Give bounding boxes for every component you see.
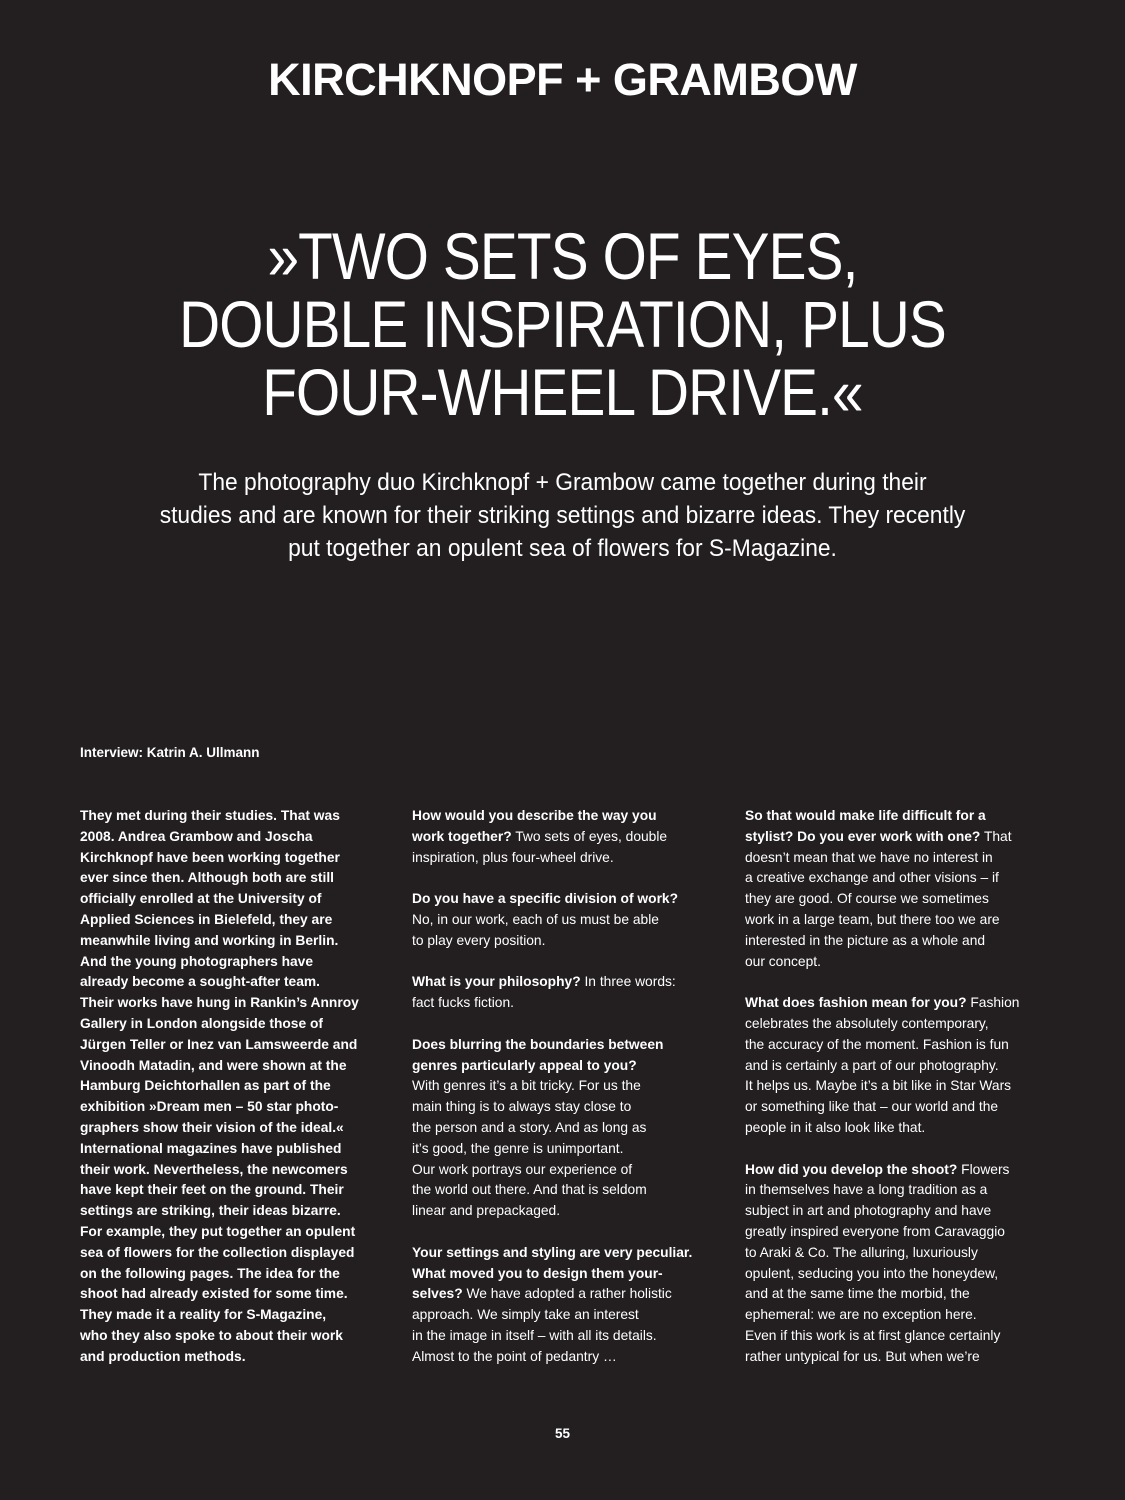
answer-line: rather untypical for us. But when we’re: [745, 1348, 980, 1364]
interview-byline: Interview: Katrin A. Ullmann: [80, 745, 260, 760]
qa-paragraph: [412, 972, 724, 1014]
lead-line: meanwhile living and working in Berlin.: [80, 932, 339, 948]
question-text: How would you describe the way you: [412, 808, 657, 823]
answer-line: ephemeral: we are no exception here.: [745, 1307, 977, 1323]
lead-line: International magazines have published: [80, 1140, 342, 1156]
article-column-3: [745, 806, 1057, 1388]
lead-line: who they also spoke to about their work: [80, 1327, 343, 1343]
answer-line: the world out there. And that is seldom: [412, 1182, 647, 1198]
lead-line: For example, they put together an opulent: [80, 1223, 356, 1239]
answer-line: to play every position.: [412, 932, 546, 948]
intro-paragraph: [123, 466, 1002, 565]
answer-line: it’s good, the genre is unimportant.: [412, 1140, 624, 1156]
lead-paragraph: [80, 806, 392, 1368]
answer-line: fact fucks fiction.: [412, 995, 514, 1011]
qa-line: [745, 806, 1057, 827]
answer-text: Fashion: [966, 995, 1020, 1011]
answer-line: inspiration, plus four-wheel drive.: [412, 849, 614, 865]
question-text: Does blurring the boundaries between: [412, 1036, 664, 1052]
answer-line: Our work portrays our experience of: [412, 1161, 633, 1177]
qa-line: [412, 972, 724, 993]
headline-quote: [79, 219, 1047, 429]
qa-paragraph: [745, 806, 1057, 972]
answer-line: people in it also look like that.: [745, 1119, 926, 1135]
answer-line: opulent, seducing you into the honeydew,: [745, 1265, 999, 1281]
lead-line: Their works have hung in Rankin’s Annroy: [80, 995, 359, 1011]
lead-line: Hamburg Deichtorhallen as part of the: [80, 1078, 331, 1094]
lead-line: Kirchknopf have been working together: [80, 849, 340, 865]
answer-text: In three words:: [580, 974, 676, 990]
lead-line: officially enrolled at the University of: [80, 891, 322, 907]
magazine-section-title: KIRCHKNOPF + GRAMBOW: [268, 54, 857, 105]
qa-line: [412, 1264, 724, 1285]
answer-line: or something like that – our world and the: [745, 1099, 999, 1115]
question-text: How did you develop the shoot?: [745, 1161, 958, 1177]
qa-line: [745, 1160, 1057, 1181]
qa-paragraph: [745, 1160, 1057, 1368]
answer-line: interested in the picture as a whole and: [745, 932, 986, 948]
answer-line: in themselves have a long tradition as a: [745, 1182, 988, 1198]
answer-line: linear and prepackaged.: [412, 1203, 561, 1219]
answer-line: the accuracy of the moment. Fashion is fun: [745, 1036, 1009, 1052]
question-text: What is your philosophy?: [412, 974, 581, 990]
lead-line: on the following pages. The idea for the: [80, 1265, 340, 1281]
qa-line: [412, 1056, 724, 1077]
lead-line: They met during their studies. That was: [80, 808, 340, 823]
question-text: stylist? Do you ever work with one?: [745, 828, 981, 844]
qa-line: [745, 993, 1057, 1014]
answer-line: Even if this work is at first glance certainly: [745, 1327, 1001, 1343]
lead-line: Jürgen Teller or Inez van Lamsweerde and: [80, 1036, 358, 1052]
qa-line: [412, 827, 724, 848]
headline-line: DOUBLE INSPIRATION, PLUS: [179, 287, 946, 361]
intro-line: put together an opulent sea of flowers for S-Magazine.: [288, 535, 837, 562]
qa-line: [412, 889, 724, 910]
page-number: 55: [554, 1426, 571, 1441]
lead-line: They made it a reality for S-Magazine,: [80, 1307, 327, 1323]
headline-line: »TWO SETS OF EYES,: [267, 219, 858, 293]
answer-line: they are good. Of course we sometimes: [745, 891, 989, 907]
answer-line: a creative exchange and other visions – if: [745, 870, 999, 886]
article-column-1: [80, 806, 392, 1388]
answer-line: Almost to the point of pedantry …: [412, 1348, 617, 1364]
lead-line: settings are striking, their ideas bizarre.: [80, 1203, 341, 1219]
answer-line: and at the same time the morbid, the: [745, 1286, 970, 1302]
answer-line: the person and a story. And as long as: [412, 1119, 647, 1135]
question-text: So that would make life difficult for a: [745, 808, 986, 823]
qa-line: [412, 1035, 724, 1056]
lead-line: And the young photographers have: [80, 953, 314, 969]
lead-line: Gallery in London alongside those of: [80, 1015, 323, 1031]
question-text: genres particularly appeal to you?: [412, 1057, 637, 1073]
lead-line: graphers show their vision of the ideal.«: [80, 1119, 344, 1135]
qa-paragraph: [412, 806, 724, 868]
question-text: Your settings and styling are very peculiar.: [412, 1244, 693, 1260]
answer-line: celebrates the absolutely contemporary,: [745, 1015, 989, 1031]
lead-line: exhibition »Dream men – 50 star photo-: [80, 1099, 339, 1115]
lead-line: Vinoodh Matadin, and were shown at the: [80, 1057, 347, 1073]
question-text: work together?: [412, 828, 512, 844]
lead-line: already become a sought-after team.: [80, 974, 320, 990]
answer-line: to Araki & Co. The alluring, luxuriously: [745, 1244, 978, 1260]
answer-text: Flowers: [957, 1161, 1010, 1177]
lead-line: sea of flowers for the collection displayed: [80, 1244, 355, 1260]
intro-line: studies and are known for their striking settings and bizarre ideas. They recently: [159, 502, 966, 529]
question-text: What does fashion mean for you?: [745, 995, 967, 1011]
lead-line: Applied Sciences in Bielefeld, they are: [80, 911, 333, 927]
answer-line: With genres it’s a bit tricky. For us the: [412, 1078, 641, 1094]
qa-paragraph: [412, 889, 724, 951]
qa-line: [745, 827, 1057, 848]
lead-line: and production methods.: [80, 1348, 246, 1364]
qa-paragraph: [745, 993, 1057, 1139]
headline-line: FOUR-WHEEL DRIVE.«: [262, 355, 863, 429]
answer-line: approach. We simply take an interest: [412, 1307, 639, 1323]
question-text: Do you have a specific division of work?: [412, 891, 679, 907]
answer-text: We have adopted a rather holistic: [462, 1286, 672, 1302]
qa-paragraph: [412, 1243, 724, 1368]
answer-text: That: [980, 828, 1012, 844]
lead-line: have kept their feet on the ground. Their: [80, 1182, 344, 1198]
answer-line: subject in art and photography and have: [745, 1203, 992, 1219]
lead-line: their work. Nevertheless, the newcomers: [80, 1161, 348, 1177]
answer-line: main thing is to always stay close to: [412, 1099, 632, 1115]
answer-line: No, in our work, each of us must be able: [412, 911, 659, 927]
answer-line: doesn’t mean that we have no interest in: [745, 849, 993, 865]
answer-line: greatly inspired everyone from Caravaggio: [745, 1223, 1005, 1239]
qa-line: [412, 806, 724, 827]
answer-line: in the image in itself – with all its details.: [412, 1327, 657, 1343]
qa-paragraph: [412, 1035, 724, 1222]
answer-line: and is certainly a part of our photography.: [745, 1057, 999, 1073]
lead-line: ever since then. Although both are still: [80, 870, 335, 886]
intro-line: The photography duo Kirchknopf + Grambow came together during their: [198, 469, 927, 496]
answer-line: It helps us. Maybe it’s a bit like in Star Wars: [745, 1078, 1012, 1094]
answer-text: Two sets of eyes, double: [511, 828, 668, 844]
answer-line: work in a large team, but there too we are: [745, 911, 1000, 927]
answer-line: our concept.: [745, 953, 821, 969]
article-column-2: [412, 806, 724, 1388]
qa-line: [412, 1243, 724, 1264]
qa-line: [412, 1284, 724, 1305]
question-text: selves?: [412, 1286, 463, 1302]
lead-line: shoot had already existed for some time.: [80, 1286, 348, 1302]
lead-line: 2008. Andrea Grambow and Joscha: [80, 828, 313, 844]
question-text: What moved you to design them your-: [412, 1265, 663, 1281]
